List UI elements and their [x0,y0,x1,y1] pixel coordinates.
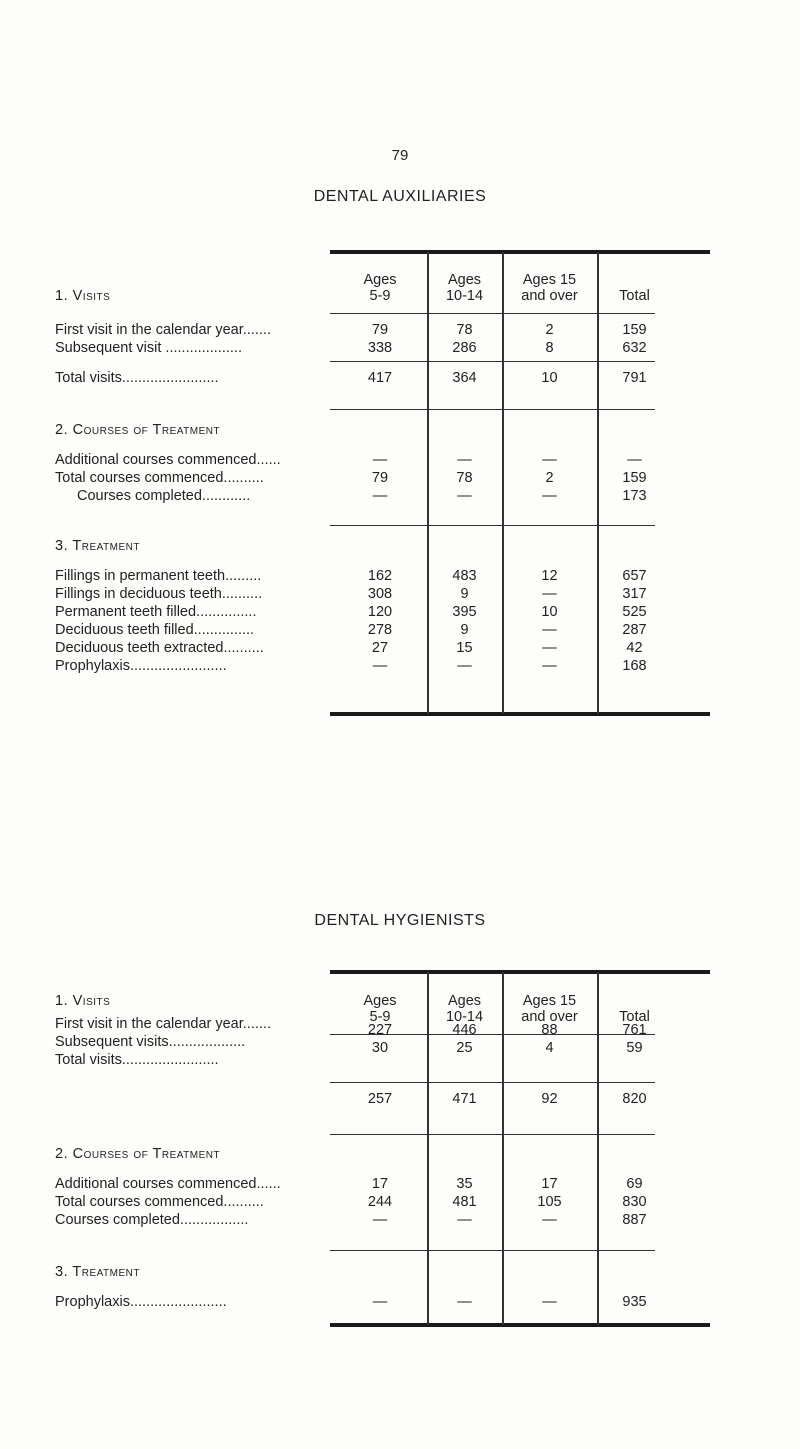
table-cell: — [457,1212,472,1228]
table-top-rule [330,970,710,974]
table-cell: 10 [541,604,558,620]
table-cell: — [372,1212,388,1228]
table-cell: 30 [371,1040,389,1056]
row-label: Deciduous teeth extracted.......... [55,640,264,656]
row-label: Total visits........................ [55,370,219,386]
row-label: Additional courses commenced...... [55,1176,281,1192]
table-cell: — [542,658,557,674]
table-cell: 244 [367,1194,393,1210]
table-cell: 308 [367,586,393,602]
courses-heading: 2. Courses of Treatment [55,422,221,438]
table-cell: 887 [622,1212,647,1228]
col-header-10-14: Ages 10-14 [445,993,484,1025]
visits-heading: 1. Visits [55,993,111,1009]
table-cell: 791 [622,370,647,386]
table-cell: 120 [367,604,393,620]
table-cell: — [457,1294,472,1310]
table-cell: 2 [545,322,554,338]
row-label: Total courses commenced.......... [55,470,264,486]
treatment-heading: 3. Treatment [55,1264,140,1280]
section-title-hygienists: DENTAL HYGIENISTS [314,912,486,929]
table-cell: — [542,488,557,504]
table-cell: 88 [541,1022,558,1038]
table-cell: 159 [622,322,647,338]
table-cell: 364 [452,370,477,386]
table-cell: 657 [622,568,647,584]
table-cell: 78 [456,470,473,486]
table-cell: 4 [545,1040,554,1056]
table-cell: 173 [622,488,647,504]
table-cell: 820 [622,1091,647,1107]
table-cell: 9 [460,622,469,638]
table-cell: 2 [545,470,554,486]
col-header-15-over: Ages 15 and over [521,993,578,1025]
table-cell: — [457,452,472,468]
table-cell: 25 [456,1040,473,1056]
treatment-heading: 3. Treatment [55,538,140,554]
table-cell: 257 [367,1091,393,1107]
table-cell: 483 [452,568,477,584]
col-header-15-over: Ages 15 and over [521,272,578,304]
table-cell: 168 [622,658,647,674]
hygienists-table [55,0,655,1449]
table-cell: — [542,452,557,468]
table-cell: 446 [452,1022,477,1038]
table-cell: 417 [367,370,393,386]
table-cell: 15 [456,640,473,656]
row-label: Permanent teeth filled............... [55,604,257,620]
row-label: Total courses commenced.......... [55,1194,264,1210]
table-cell: — [457,488,472,504]
row-label: Subsequent visits................... [55,1034,246,1050]
row-label: Prophylaxis........................ [55,658,227,674]
table-cell: 227 [367,1022,393,1038]
table-cell: 525 [622,604,647,620]
table-cell: 9 [460,586,469,602]
table-cell: 27 [371,640,389,656]
table-cell: — [372,658,388,674]
table-cell: — [542,1294,557,1310]
col-header-5-9: Ages 5-9 [363,993,397,1025]
section-title-auxiliaries: DENTAL AUXILIARIES [313,188,487,205]
table-cell: 761 [622,1022,647,1038]
table-cell: — [542,622,557,638]
row-label: First visit in the calendar year....... [55,1016,271,1032]
table-cell: — [542,1212,557,1228]
table-cell: 159 [622,470,647,486]
table-cell: 12 [541,568,558,584]
page-number: 79 [391,147,409,164]
table-cell: 286 [452,340,477,356]
table-cell: — [372,488,388,504]
table-cell: 79 [371,322,389,338]
table-cell: 35 [456,1176,473,1192]
row-label: Additional courses commenced...... [55,452,281,468]
table-cell: — [372,452,388,468]
table-cell: 79 [371,470,389,486]
col-header-5-9: Ages 5-9 [363,272,397,304]
row-label: Total visits........................ [55,1052,219,1068]
row-label: First visit in the calendar year....... [55,322,271,338]
table-cell: 481 [452,1194,477,1210]
table-cell: 17 [541,1176,558,1192]
table-cell: 92 [541,1091,558,1107]
courses-heading: 2. Courses of Treatment [55,1146,221,1162]
table-cell: 317 [622,586,647,602]
row-label: Courses completed............ [77,488,251,504]
table-cell: — [372,1294,388,1310]
table-cell: 42 [626,640,643,656]
visits-heading: 1. Visits [55,288,111,304]
total-rule [330,1082,655,1083]
row-label: Deciduous teeth filled............... [55,622,255,638]
row-label: Courses completed................. [55,1212,249,1228]
table-cell: 471 [452,1091,477,1107]
table-bottom-rule [330,1323,710,1327]
table-cell: 935 [622,1294,647,1310]
table-cell: — [457,658,472,674]
row-label: Subsequent visit ................... [55,340,242,356]
table-cell: 632 [622,340,647,356]
table-cell: 162 [367,568,393,584]
table-cell: — [542,586,557,602]
table-cell: — [542,640,557,656]
table-cell: 78 [456,322,473,338]
col-header-total: Total [619,288,650,304]
table-cell: 830 [622,1194,647,1210]
row-label: Prophylaxis........................ [55,1294,227,1310]
table-cell: 395 [452,604,477,620]
table-cell: 10 [541,370,558,386]
col-header-10-14: Ages 10-14 [445,272,484,304]
table-cell: 8 [545,340,554,356]
row-label: Fillings in deciduous teeth.......... [55,586,263,602]
table-cell: 278 [367,622,393,638]
row-label: Fillings in permanent teeth......... [55,568,262,584]
table-cell: 17 [371,1176,389,1192]
table-cell: — [627,452,642,468]
table-cell: 105 [537,1194,562,1210]
table-cell: 69 [626,1176,643,1192]
table-cell: 59 [626,1040,643,1056]
table-cell: 287 [622,622,647,638]
table-cell: 338 [367,340,393,356]
section-rule [330,1134,655,1135]
section-rule [330,1250,655,1251]
col-header-total: Total [619,1009,650,1025]
